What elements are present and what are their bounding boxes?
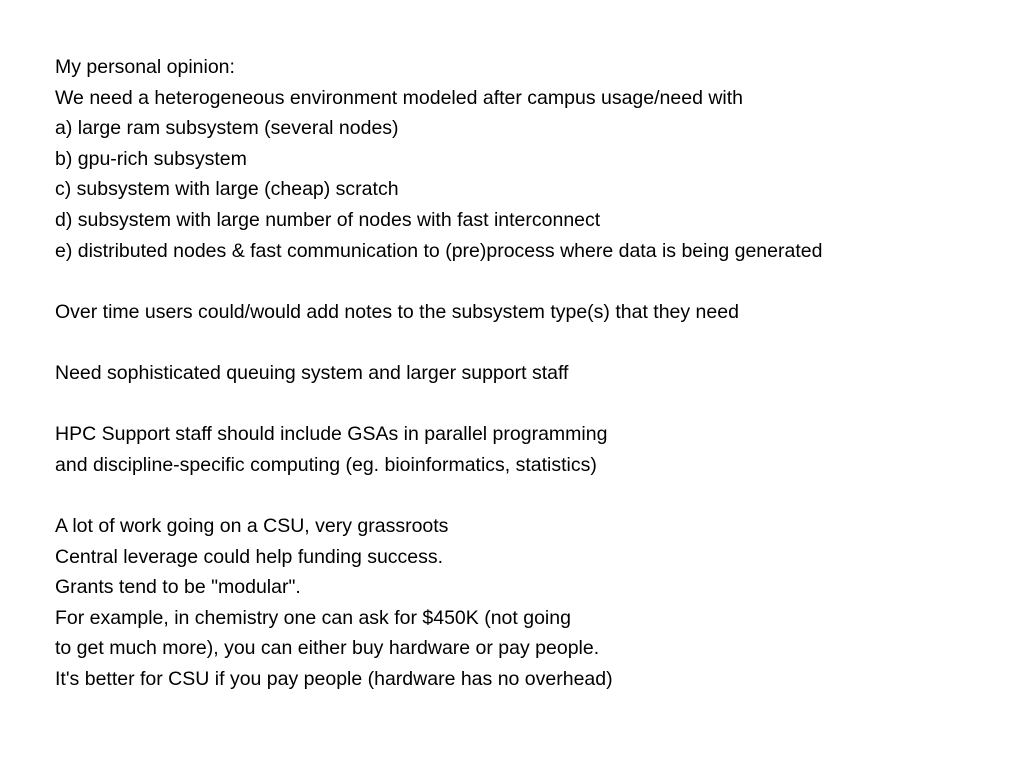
subsystem-item: a) large ram subsystem (several nodes) — [55, 117, 399, 140]
funding-line: to get much more), you can either buy hardware or pay people. — [55, 637, 600, 660]
spacer — [55, 327, 1015, 358]
funding-line: It's better for CSU if you pay people (hardware has no overhead) — [55, 667, 613, 690]
spacer — [55, 266, 1015, 297]
opinion-heading: My personal opinion: — [55, 56, 235, 78]
subsystem-item: b) gpu-rich subsystem — [55, 147, 247, 170]
users-add-notes: Over time users could/would add notes to the subsystem type(s) that they need — [55, 300, 739, 323]
subsystem-item: c) subsystem with large (cheap) scratch — [55, 178, 399, 201]
spacer — [55, 480, 1015, 511]
support-staff-line: and discipline-specific computing (eg. bioinformatics, statistics) — [55, 453, 597, 476]
funding-line: Grants tend to be "modular". — [55, 576, 301, 599]
funding-line: For example, in chemistry one can ask for $450K (not going — [55, 606, 571, 629]
environment-intro: We need a heterogeneous environment modeled after campus usage/need with — [55, 86, 744, 109]
subsystem-item: d) subsystem with large number of nodes with fast interconnect — [55, 208, 601, 231]
funding-line: Central leverage could help funding success. — [55, 545, 444, 568]
notes-body — [55, 52, 1015, 694]
spacer — [55, 389, 1015, 420]
support-staff-line: HPC Support staff should include GSAs in parallel programming — [55, 423, 608, 446]
subsystem-item: e) distributed nodes & fast communication to (pre)process where data is being generated — [55, 239, 823, 262]
funding-line: A lot of work going on a CSU, very grassroots — [55, 514, 449, 537]
queuing-note: Need sophisticated queuing system and larger support staff — [55, 361, 569, 384]
